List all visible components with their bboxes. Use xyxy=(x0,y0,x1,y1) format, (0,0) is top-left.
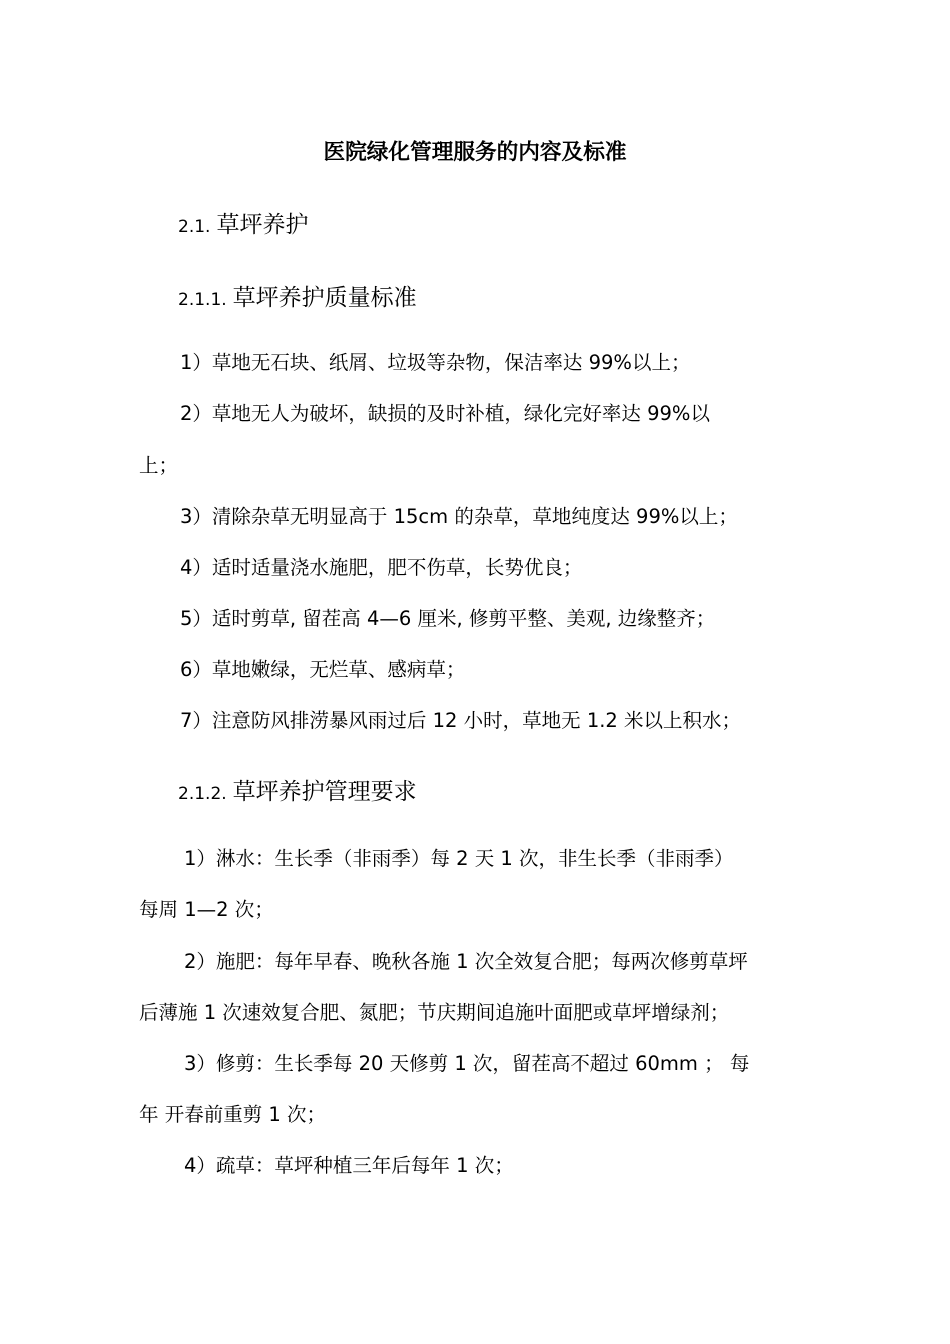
list-item: 1）淋水：生长季（非雨季）每 2 天 1 次，非生长季（非雨季） xyxy=(184,847,734,870)
list-item: 2）施肥：每年早春、晚秋各施 1 次全效复合肥；每两次修剪草坪 xyxy=(184,950,748,973)
subsection-title: 草坪养护管理要求 xyxy=(232,779,417,805)
list-item: 7）注意防风排涝暴风雨过后 12 小时，草地无 1.2 米以上积水； xyxy=(180,709,742,732)
subsection-heading-management-requirements xyxy=(178,781,417,804)
subsection-heading-quality-standards xyxy=(178,287,417,310)
list-item-continuation: 年 开春前重剪 1 次； xyxy=(139,1103,327,1126)
document-title: 医院绿化管理服务的内容及标准 xyxy=(323,140,627,165)
list-item: 6）草地嫩绿，无烂草、感病草； xyxy=(180,658,466,681)
list-item: 3）修剪：生长季每 20 天修剪 1 次，留茬高不超过 60mm ； 每 xyxy=(184,1052,750,1075)
list-item: 5）适时剪草, 留茬高 4—6 厘米, 修剪平整、美观, 边缘整齐； xyxy=(180,607,716,630)
list-item: 2）草地无人为破坏，缺损的及时补植，绿化完好率达 99%以 xyxy=(180,402,710,425)
list-item-continuation: 上； xyxy=(139,454,179,477)
list-item-continuation: 每周 1—2 次； xyxy=(139,898,274,921)
section-heading xyxy=(178,214,308,237)
list-item: 4）适时适量浇水施肥，肥不伤草，长势优良； xyxy=(180,556,583,579)
section-number: 2.1. xyxy=(178,217,211,237)
subsection-number: 2.1.1. xyxy=(178,290,227,310)
subsection-number: 2.1.2. xyxy=(178,784,227,804)
list-item: 3）清除杂草无明显高于 15cm 的杂草，草地纯度达 99%以上； xyxy=(180,505,738,528)
list-item-continuation: 后薄施 1 次速效复合肥、氮肥；节庆期间追施叶面肥或草坪增绿剂； xyxy=(139,1001,730,1024)
list-item: 4）疏草：草坪种植三年后每年 1 次； xyxy=(184,1154,514,1177)
section-title: 草坪养护 xyxy=(216,212,309,238)
subsection-title: 草坪养护质量标准 xyxy=(232,285,417,311)
list-item: 1）草地无石块、纸屑、垃圾等杂物，保洁率达 99%以上； xyxy=(180,351,691,374)
